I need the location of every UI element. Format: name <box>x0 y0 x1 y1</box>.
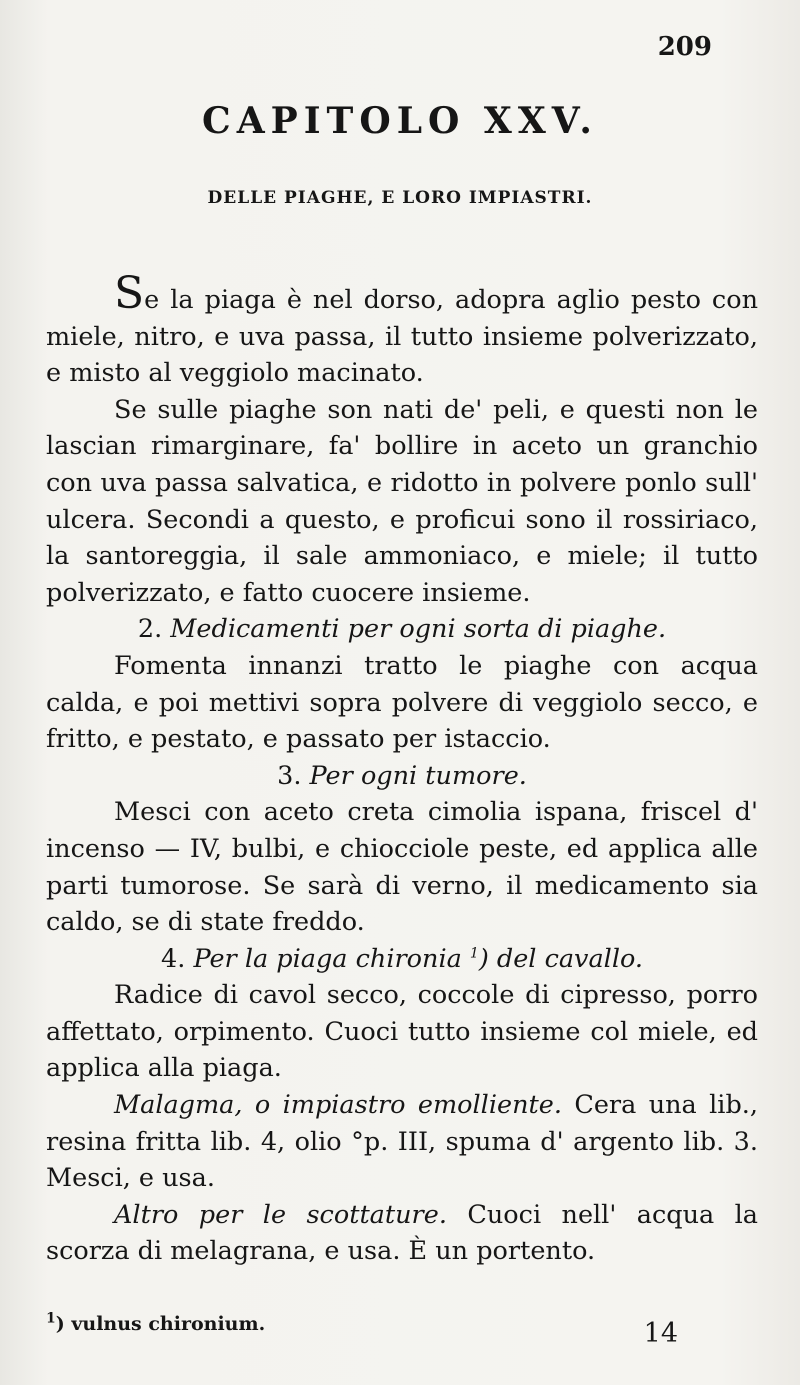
chapter-title: CAPITOLO XXV. <box>202 100 598 142</box>
paragraph-7 <box>46 1197 758 1270</box>
section-number: 2. <box>137 614 163 645</box>
section-heading-4 <box>46 941 758 978</box>
section-number: 4. <box>160 943 186 974</box>
footnote-text: ) vulnus chironium. <box>55 1313 266 1335</box>
section-heading-3 <box>46 758 758 795</box>
footnote-mark: 1 <box>46 1310 56 1327</box>
paragraph-1-text: e la piaga è nel dorso, adopra aglio pesto con miele, nitro, e uva passa, il tutto insieme polverizzato, e misto al veggiolo macinato. <box>46 285 758 389</box>
section-title: Medicamenti per ogni sorta di piaghe. <box>170 614 667 645</box>
footnote-ref: 1 <box>469 945 479 962</box>
paragraph-6 <box>46 1087 758 1197</box>
recipe-title: Malagma, o impiastro emolliente. <box>114 1090 562 1121</box>
footnote <box>46 1310 266 1335</box>
drop-cap: S <box>114 268 145 319</box>
recipe-text: Cuoci nell' acqua la scorza di melagrana, e usa. È un portento. <box>46 1199 758 1267</box>
paragraph-1 <box>46 268 758 392</box>
section-title: Per ogni tumore. <box>309 760 527 791</box>
paragraph-5: Radice di cavol secco, coccole di cipresso, porro affettato, orpimento. Cuoci tutto insieme col miele, ed applica alla piaga. <box>46 980 758 1084</box>
paragraph-4: Mesci con aceto creta cimolia ispana, friscel d' incenso — IV, bulbi, e chiocciole peste, ed applica alle parti tumorose. Se sarà di verno, il medicamento sia caldo, se di state freddo. <box>46 797 758 938</box>
chapter-subtitle: DELLE PIAGHE, E LORO IMPIASTRI. <box>207 188 593 208</box>
section-title-end: ) del cavallo. <box>478 943 643 974</box>
body-text <box>46 268 758 1270</box>
page-number: 209 <box>657 32 712 62</box>
recipe-title: Altro per le scottature. <box>114 1199 447 1230</box>
section-heading-2 <box>46 611 758 648</box>
section-number: 3. <box>277 760 302 791</box>
paragraph-2: Se sulle piaghe son nati de' peli, e questi non le lascian rimarginare, fa' bollire in aceto un granchio con uva passa salvatica, e ridotto in polvere ponlo sull' ulcera. Secondi a questo, e proficui sono il rossiriaco, la santoreggia, il sale ammoniaco, e miele; il tutto polverizzato, e fatto cuocere insieme. <box>46 394 758 608</box>
section-title: Per la piaga chironia <box>193 943 462 974</box>
paragraph-3: Fomenta innanzi tratto le piaghe con acqua calda, e poi mettivi sopra polvere di veggiolo secco, e fritto, e pestato, e passato per istaccio. <box>46 650 758 755</box>
recipe-text: Cera una lib., resina fritta lib. 4, olio °p. III, spuma d' argento lib. 3. Mesci, e usa. <box>46 1090 758 1194</box>
signature-mark: 14 <box>643 1318 678 1349</box>
